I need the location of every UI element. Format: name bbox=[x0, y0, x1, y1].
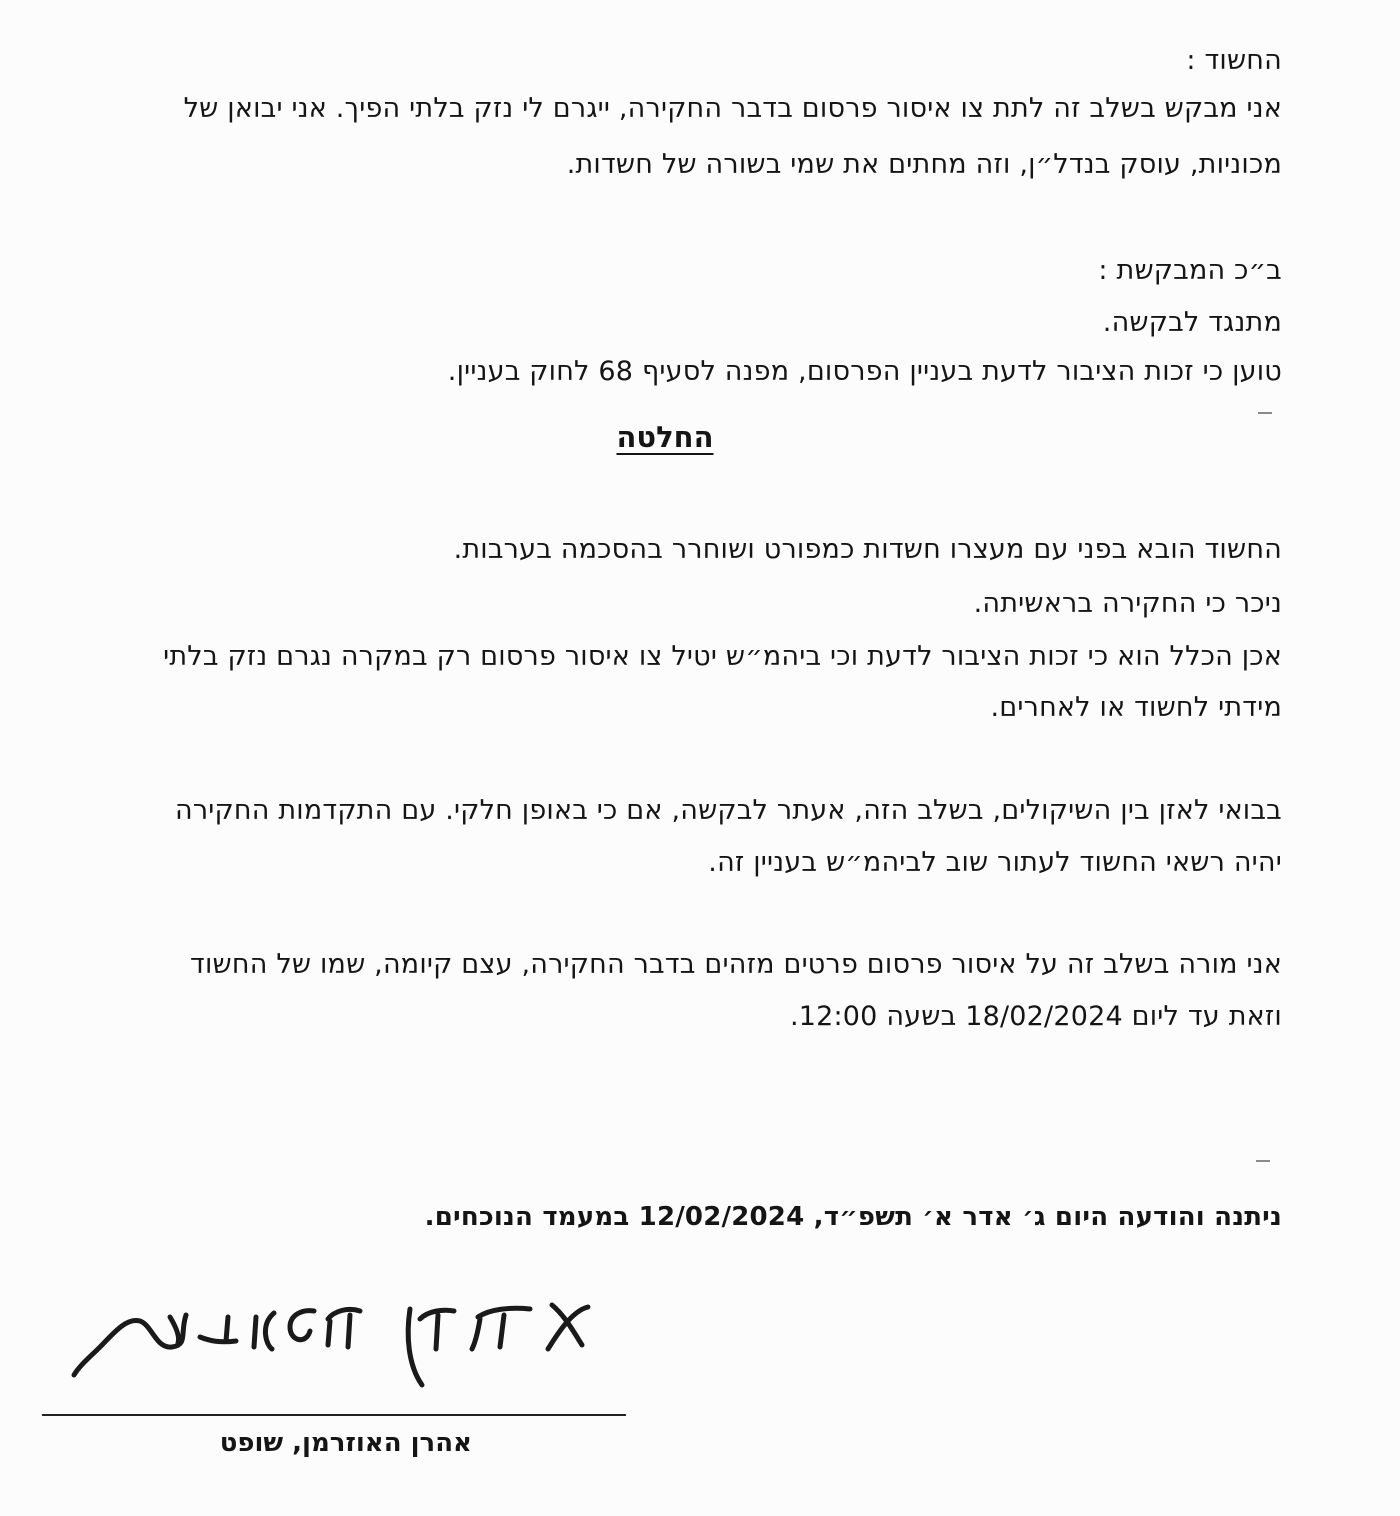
decision-p3-line-1: אני מורה בשלב זה על איסור פרסום פרטים מזהים בדבר החקירה, עצם קיומה, שמו של החשוד bbox=[190, 949, 1282, 980]
decision-p2-line-2: יהיה רשאי החשוד לעתור שוב לביהמ״ש בעניין זה. bbox=[708, 847, 1282, 878]
decision-p2-line-1: בבואי לאזן בין השיקולים, בשלב הזה, אעתר לבקשה, אם כי באופן חלקי. עם התקדמות החקירה bbox=[175, 795, 1282, 826]
applicant-line-1: מתנגד לבקשה. bbox=[1102, 307, 1282, 338]
signature-line bbox=[42, 1414, 626, 1416]
scan-mark bbox=[1258, 412, 1272, 414]
suspect-line-1: אני מבקש בשלב זה לתת צו איסור פרסום בדבר החקירה, ייגרם לי נזק בלתי הפיך. אני יבואן של bbox=[183, 93, 1282, 124]
decision-p1-line-4: מידתי לחשוד או לאחרים. bbox=[990, 692, 1282, 723]
decision-p1-line-1: החשוד הובא בפני עם מעצרו חשדות כמפורט ושוחרר בהסכמה בערבות. bbox=[453, 534, 1282, 565]
applicant-label: ב״כ המבקשת : bbox=[1098, 255, 1282, 286]
suspect-line-2: מכוניות, עוסק בנדל״ן, וזה מחתים את שמי בשורה של חשדות. bbox=[566, 149, 1282, 180]
handwritten-signature bbox=[60, 1285, 620, 1395]
scan-mark bbox=[1256, 1160, 1270, 1162]
suspect-label: החשוד : bbox=[1186, 45, 1282, 76]
applicant-line-2: טוען כי זכות הציבור לדעת בעניין הפרסום, מפנה לסעיף 68 לחוק בעניין. bbox=[447, 356, 1282, 387]
decision-p1-line-3: אכן הכלל הוא כי זכות הציבור לדעת וכי ביהמ״ש יטיל צו איסור פרסום רק במקרה נגרם נזק בלתי bbox=[163, 641, 1282, 672]
decision-p3-line-2: וזאת עד ליום 18/02/2024 בשעה 12:00. bbox=[789, 1001, 1282, 1032]
given-statement: ניתנה והודעה היום ג׳ אדר א׳ תשפ״ד, 12/02/2024 במעמד הנוכחים. bbox=[424, 1202, 1282, 1232]
decision-title: החלטה bbox=[616, 420, 714, 454]
signer-name: אהרן האוזרמן, שופט bbox=[219, 1428, 472, 1458]
decision-p1-line-2: ניכר כי החקירה בראשיתה. bbox=[973, 588, 1282, 619]
